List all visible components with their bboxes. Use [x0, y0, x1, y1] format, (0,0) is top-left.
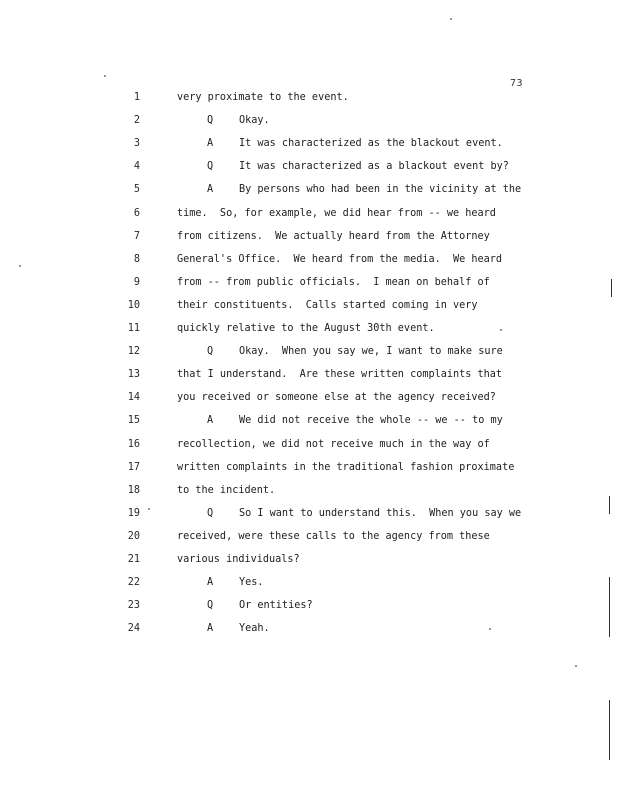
- line-text: [207, 505, 521, 523]
- transcript-line: [0, 436, 617, 454]
- line-text: [177, 205, 496, 223]
- line-text: [207, 597, 313, 615]
- line-content: very proximate to the event.: [177, 92, 349, 103]
- transcript-line: [0, 320, 617, 338]
- line-number: 4: [133, 161, 140, 173]
- speaker-label: A: [207, 184, 214, 196]
- speaker-label: A: [207, 623, 214, 635]
- line-content: It was characterized as the blackout event.: [239, 138, 503, 150]
- transcript-line: [0, 89, 617, 107]
- speaker-label: A: [207, 415, 214, 427]
- line-number: 15: [127, 415, 140, 427]
- transcript-line: [0, 135, 617, 153]
- line-content: Okay.: [239, 115, 270, 127]
- speaker-label: Q: [207, 600, 214, 612]
- scan-speck: [575, 665, 577, 667]
- line-number: 11: [127, 323, 140, 334]
- line-number: 8: [133, 253, 140, 265]
- speaker-label: Q: [207, 507, 214, 519]
- line-text: [177, 320, 435, 338]
- page-number: 73: [510, 78, 524, 89]
- line-text: [177, 297, 478, 315]
- transcript-line: [0, 274, 617, 292]
- line-text: [177, 482, 275, 500]
- line-text: [177, 274, 490, 292]
- scan-speck: [500, 329, 502, 331]
- line-text: [207, 158, 509, 176]
- line-number: 18: [127, 484, 140, 496]
- transcript-line: [0, 505, 617, 523]
- line-content: received, were these calls to the agency from these: [177, 530, 490, 542]
- line-content: written complaints in the traditional fashion proximate: [177, 461, 515, 473]
- line-number: 23: [127, 600, 140, 612]
- line-content: So I want to understand this. When you say we: [239, 507, 522, 519]
- scan-speck: [19, 265, 21, 267]
- line-number: 14: [127, 392, 140, 404]
- transcript-line: [0, 366, 617, 384]
- speaker-label: A: [207, 138, 214, 150]
- line-text: [177, 389, 496, 407]
- line-content: recollection, we did not receive much in the way of: [177, 438, 490, 450]
- transcript-line: [0, 205, 617, 223]
- line-content: time. So, for example, we did hear from -- we heard: [177, 207, 496, 219]
- transcript-line: [0, 343, 617, 361]
- line-text: [177, 459, 514, 477]
- line-text: [177, 228, 490, 246]
- speaker-label: Q: [207, 346, 214, 358]
- line-text: [207, 112, 270, 130]
- line-text: [177, 251, 502, 269]
- line-text: [207, 343, 503, 361]
- line-content: to the incident.: [177, 484, 276, 496]
- scan-speck: [450, 18, 452, 20]
- line-content: you received or someone else at the agency received?: [177, 392, 496, 404]
- line-content: It was characterized as a blackout event by?: [239, 161, 509, 173]
- line-number: 16: [127, 438, 140, 450]
- scan-mark: [611, 279, 612, 297]
- line-content: General's Office. We heard from the media. We heard: [177, 253, 503, 265]
- transcript-line: [0, 597, 617, 615]
- line-text: [177, 528, 490, 546]
- line-content: various individuals?: [177, 554, 300, 565]
- line-text: [177, 89, 349, 107]
- line-text: [177, 551, 300, 569]
- line-text: [177, 366, 502, 384]
- transcript-line: [0, 482, 617, 500]
- line-number: 9: [133, 276, 140, 288]
- scan-mark: [609, 700, 610, 760]
- line-number: 2: [133, 115, 140, 127]
- line-number: 3: [133, 138, 140, 150]
- line-number: 17: [127, 461, 140, 473]
- line-number: 21: [127, 554, 140, 565]
- line-content: from citizens. We actually heard from the Attorney: [177, 230, 490, 242]
- transcript-line: [0, 158, 617, 176]
- transcript-line: [0, 297, 617, 315]
- line-text: [207, 135, 503, 153]
- transcript-line: [0, 620, 617, 638]
- scan-mark: [609, 577, 610, 637]
- speaker-label: Q: [207, 115, 214, 127]
- transcript-line: [0, 528, 617, 546]
- line-content: Yes.: [239, 577, 264, 589]
- speaker-label: Q: [207, 161, 214, 173]
- line-number: 7: [133, 230, 140, 242]
- line-content: We did not receive the whole -- we -- to my: [239, 415, 503, 427]
- line-text: [207, 412, 503, 430]
- transcript-line: [0, 112, 617, 130]
- line-content: Yeah.: [239, 623, 270, 635]
- line-number: 6: [133, 207, 140, 219]
- line-number: 12: [127, 346, 140, 358]
- line-content: from -- from public officials. I mean on behalf of: [177, 276, 490, 288]
- line-number: 24: [127, 623, 140, 635]
- transcript-line: [0, 228, 617, 246]
- transcript-line: [0, 574, 617, 592]
- transcript-line: [0, 459, 617, 477]
- line-number: 20: [127, 530, 140, 542]
- line-content: By persons who had been in the vicinity at the: [239, 184, 522, 196]
- scan-speck: [104, 75, 106, 77]
- transcript-line: [0, 251, 617, 269]
- line-number: 1: [133, 92, 140, 103]
- transcript-line: [0, 389, 617, 407]
- line-number: 5: [133, 184, 140, 196]
- line-number: 13: [127, 369, 140, 381]
- transcript-line: [0, 181, 617, 199]
- line-number: 10: [127, 299, 140, 311]
- transcript-line: [0, 412, 617, 430]
- line-content: Okay. When you say we, I want to make sure: [239, 346, 503, 358]
- line-text: [207, 620, 270, 638]
- transcript-line: [0, 551, 617, 569]
- line-text: [207, 181, 521, 199]
- scan-speck: [148, 508, 150, 510]
- line-number: 19: [127, 507, 140, 519]
- scan-speck: [489, 628, 491, 630]
- speaker-label: A: [207, 577, 214, 589]
- line-number: 22: [127, 577, 140, 589]
- line-content: their constituents. Calls started coming in very: [177, 299, 478, 311]
- line-content: Or entities?: [239, 600, 313, 612]
- line-content: that I understand. Are these written complaints that: [177, 369, 503, 381]
- line-content: quickly relative to the August 30th event.: [177, 323, 435, 334]
- line-text: [177, 436, 490, 454]
- scan-mark: [609, 496, 610, 514]
- line-text: [207, 574, 264, 592]
